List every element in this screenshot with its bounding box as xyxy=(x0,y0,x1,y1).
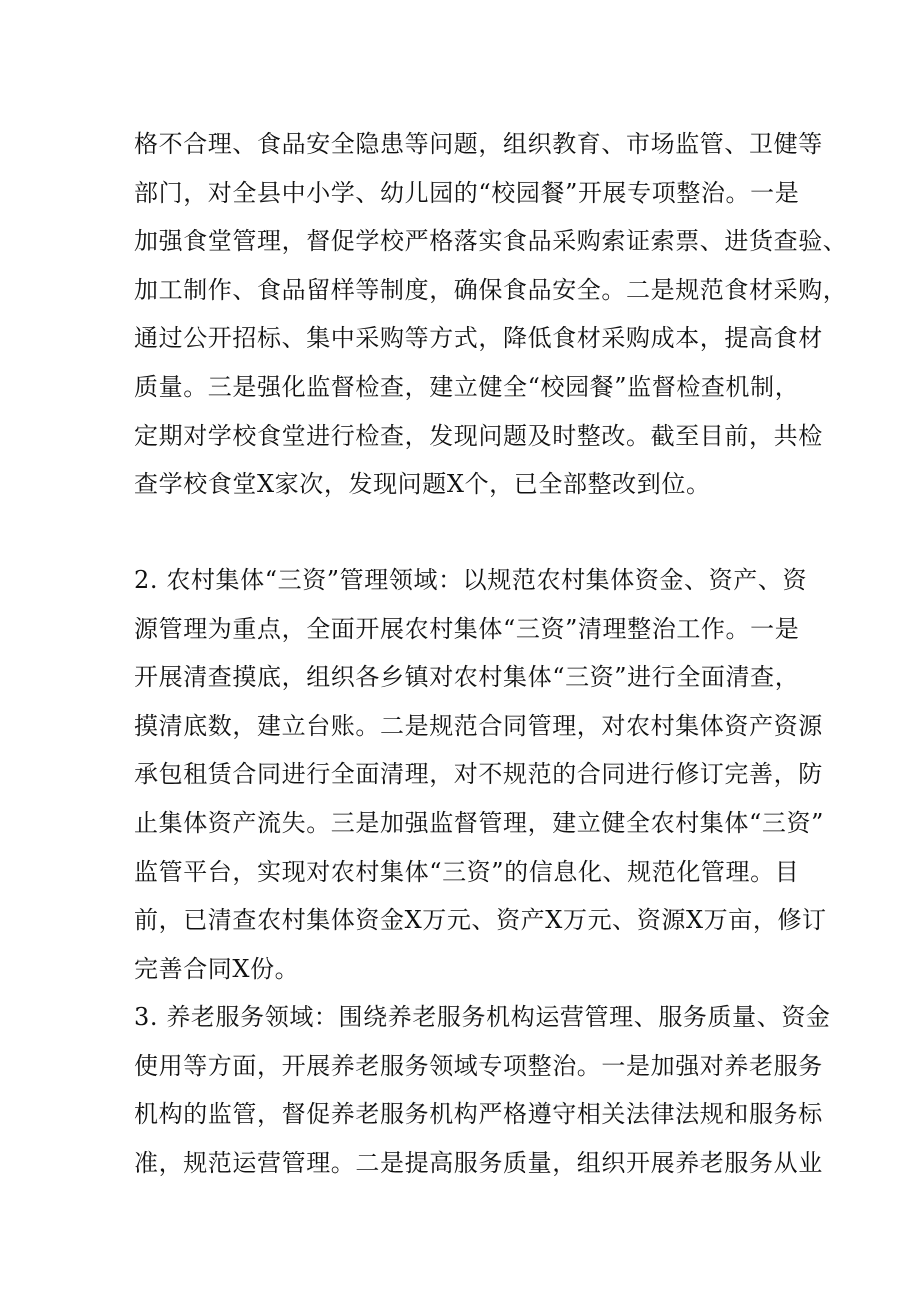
text-line: 部门，对全县中小学、幼儿园的“校园餐”开展专项整治。一是 xyxy=(134,178,800,207)
text-line: 承包租赁合同进行全面清理，对不规范的合同进行修订完善，防 xyxy=(134,760,823,789)
text-line: 止集体资产流失。三是加强监督管理，建立健全农村集体“三资” xyxy=(134,808,824,837)
text-line: 使用等方面，开展养老服务领域专项整治。一是加强对养老服务 xyxy=(134,1051,823,1080)
text-line: 质量。三是强化监督检查，建立健全“校园餐”监督检查机制， xyxy=(134,372,800,401)
text-line: 监管平台，实现对农村集体“三资”的信息化、规范化管理。目 xyxy=(134,857,800,886)
text-line: 加强食堂管理，督促学校严格落实食品采购索证索票、进货查验、 xyxy=(134,227,848,256)
text-line: 定期对学校食堂进行检查，发现问题及时整改。截至目前，共检 xyxy=(134,421,823,450)
text-line: 完善合同X份。 xyxy=(134,954,300,983)
text-line: 查学校食堂X家次，发现问题X个，已全部整改到位。 xyxy=(134,470,711,499)
paragraph-school-canteen xyxy=(134,120,848,509)
text-line: 前，已清查农村集体资金X万元、资产X万元、资源X万亩，修订 xyxy=(134,906,827,935)
text-line: 源管理为重点，全面开展农村集体“三资”清理整治工作。一是 xyxy=(134,614,800,643)
text-line: 机构的监管，督促养老服务机构严格遵守相关法律法规和服务标 xyxy=(134,1100,823,1129)
text-line: 通过公开招标、集中采购等方式，降低食材采购成本，提高食材 xyxy=(134,324,823,353)
text-line: 摸清底数，建立台账。二是规范合同管理，对农村集体资产资源 xyxy=(134,711,823,740)
paragraph-rural-three-assets xyxy=(134,556,827,993)
text-line: 2. 农村集体“三资”管理领域：以规范农村集体资金、资产、资 xyxy=(134,566,808,594)
paragraph-elderly-care xyxy=(134,993,831,1187)
text-line: 格不合理、食品安全隐患等问题，组织教育、市场监管、卫健等 xyxy=(134,130,823,158)
text-line: 3. 养老服务领域：围绕养老服务机构运营管理、服务质量、资金 xyxy=(134,1003,831,1031)
text-line: 开展清查摸底，组织各乡镇对农村集体“三资”进行全面清查， xyxy=(134,663,800,692)
text-line: 加工制作、食品留样等制度，确保食品安全。二是规范食材采购， xyxy=(134,275,848,304)
text-line: 准，规范运营管理。二是提高服务质量，组织开展养老服务从业 xyxy=(134,1148,823,1177)
